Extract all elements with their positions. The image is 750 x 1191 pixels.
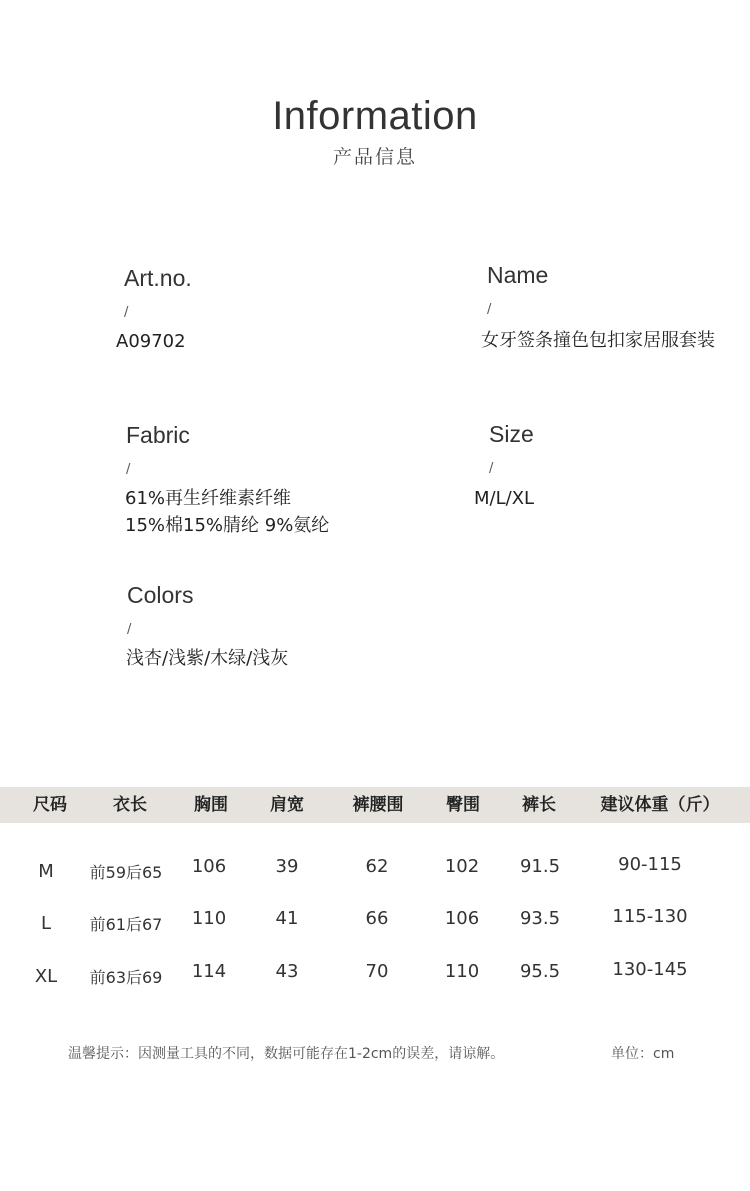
colors-separator: / — [127, 622, 132, 637]
size-separator: / — [489, 461, 494, 476]
unit-note: 单位：cm — [611, 1046, 675, 1062]
name-label: Name — [487, 262, 549, 288]
fabric-value-line1: 61%再生纤维素纤维 — [125, 488, 292, 509]
cell-chest: 114 — [191, 961, 227, 982]
page-title: Information — [272, 94, 478, 138]
fabric-label: Fabric — [126, 422, 190, 448]
cell-waist: 70 — [365, 961, 389, 982]
cell-hip: 102 — [444, 856, 480, 877]
cell-chest: 106 — [191, 856, 227, 877]
header-chest: 胸围 — [194, 795, 228, 815]
cell-length: 前61后67 — [89, 915, 163, 934]
art-no-value: A09702 — [116, 331, 186, 352]
header-weight: 建议体重（斤） — [600, 795, 720, 815]
header-size: 尺码 — [33, 795, 67, 815]
header-pant-length: 裤长 — [522, 795, 556, 815]
cell-size: M — [38, 861, 54, 882]
name-value: 女牙签条撞色包扣家居服套装 — [481, 330, 715, 351]
cell-pant-length: 95.5 — [519, 961, 561, 982]
cell-size: XL — [34, 966, 58, 987]
colors-value: 浅杏/浅紫/木绿/浅灰 — [126, 648, 289, 669]
cell-hip: 106 — [444, 908, 480, 929]
header-hip: 臀围 — [446, 795, 480, 815]
cell-hip: 110 — [444, 961, 480, 982]
name-separator: / — [487, 302, 492, 317]
size-label: Size — [489, 421, 534, 447]
cell-chest: 110 — [191, 908, 227, 929]
cell-length: 前63后69 — [89, 968, 163, 987]
cell-shoulder: 43 — [275, 961, 299, 982]
fabric-value-line2: 15%棉15%腈纶 9%氨纶 — [125, 515, 330, 536]
size-value: M/L/XL — [474, 488, 535, 509]
cell-weight: 90-115 — [618, 854, 682, 875]
cell-shoulder: 39 — [275, 856, 299, 877]
cell-waist: 66 — [365, 908, 389, 929]
header-length: 衣长 — [113, 795, 147, 815]
size-table-header — [0, 787, 750, 823]
cell-pant-length: 93.5 — [519, 908, 561, 929]
art-no-separator: / — [124, 305, 129, 320]
cell-size: L — [40, 913, 52, 934]
art-no-label: Art.no. — [124, 265, 192, 291]
cell-waist: 62 — [365, 856, 389, 877]
cell-weight: 130-145 — [612, 959, 688, 980]
colors-label: Colors — [127, 582, 194, 608]
page-subtitle: 产品信息 — [332, 146, 417, 168]
cell-weight: 115-130 — [612, 906, 688, 927]
header-shoulder: 肩宽 — [270, 795, 304, 815]
cell-length: 前59后65 — [89, 863, 163, 882]
header-waist: 裤腰围 — [352, 795, 404, 815]
cell-shoulder: 41 — [275, 908, 299, 929]
fabric-separator: / — [126, 462, 131, 477]
measurement-note: 温馨提示：因测量工具的不同，数据可能存在1-2cm的误差，请谅解。 — [68, 1046, 505, 1062]
cell-pant-length: 91.5 — [519, 856, 561, 877]
